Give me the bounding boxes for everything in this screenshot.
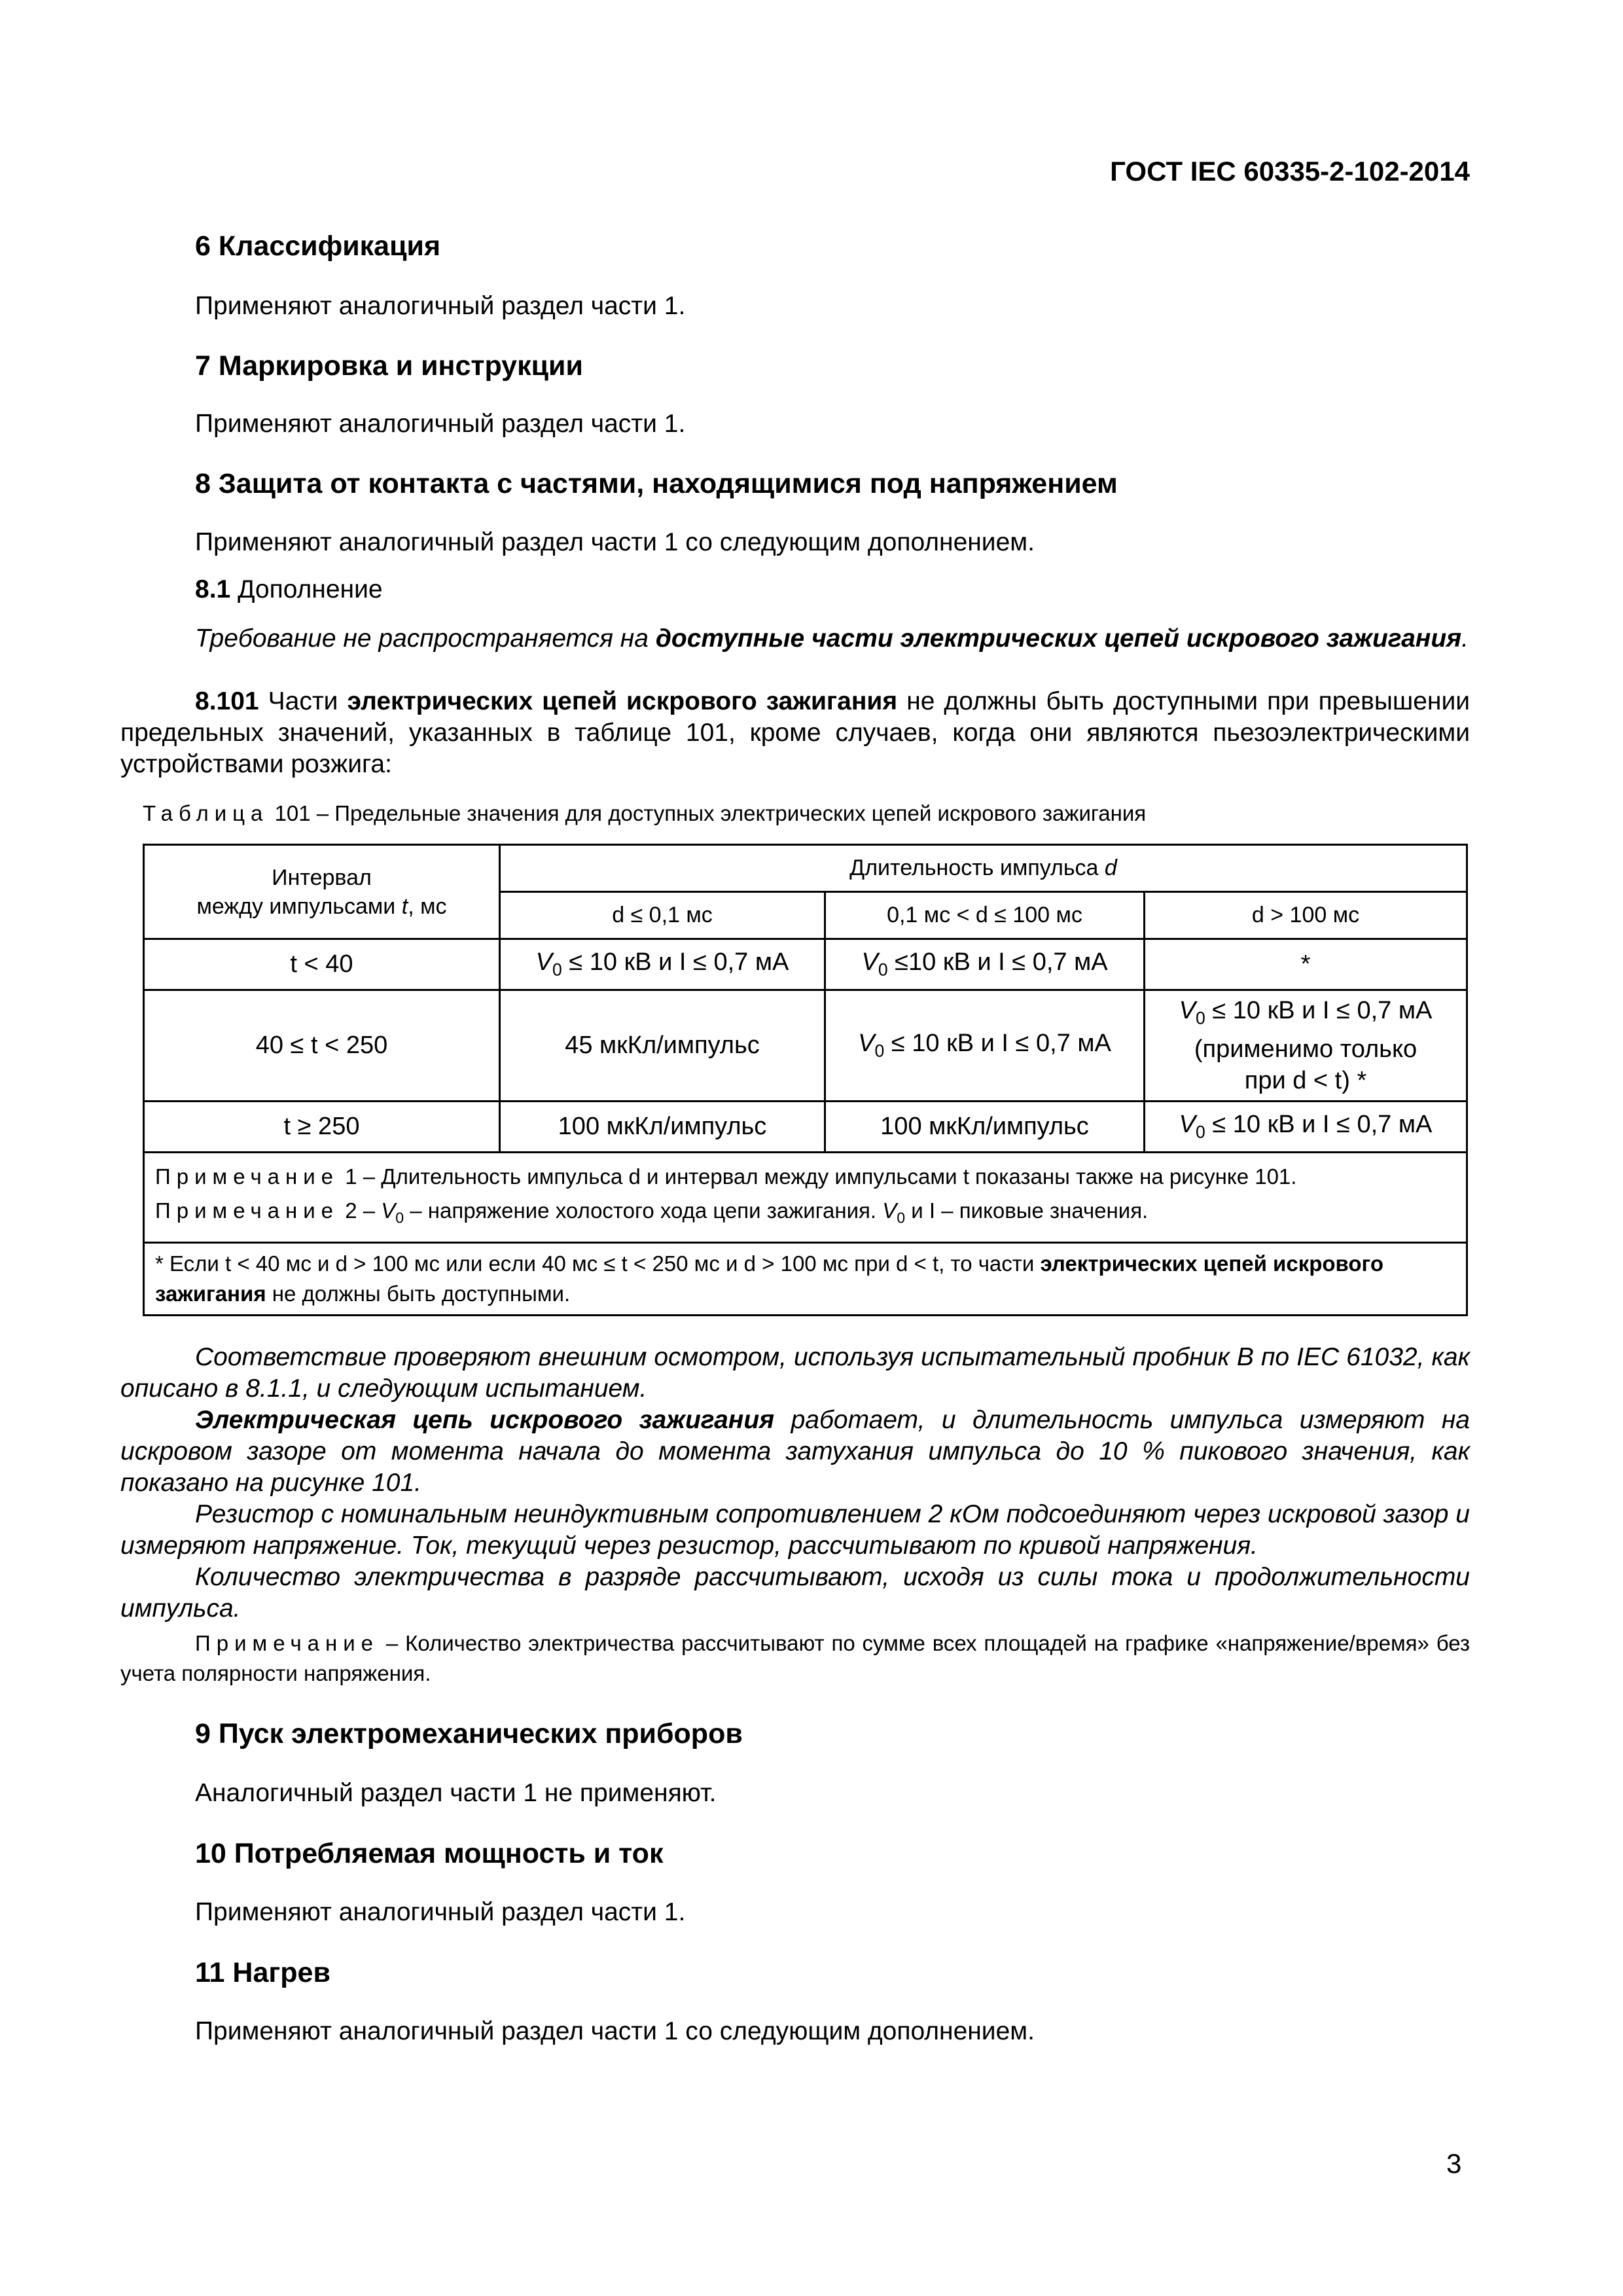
cell-value: $V_0 \le 10$ кВ и I ≤ 0,7 мА — [825, 990, 1145, 1102]
compliance-p4: Количество электричества в разряде рассчитывают, исходя из силы тока и продолжительности импульса. — [120, 1563, 1470, 1623]
cell-value: 100 мкКл/импульс — [825, 1102, 1145, 1153]
cell-interval: t < 40 — [144, 939, 500, 990]
clause-8-101-number: 8.101 — [195, 687, 259, 715]
document-id: ГОСТ IEC 60335-2-102-2014 — [1110, 156, 1470, 187]
section-11-title: 11 Нагрев — [195, 1957, 330, 1988]
section-11-text: Применяют аналогичный раздел части 1 со следующим дополнением. — [195, 2017, 1035, 2045]
table-notes-row — [144, 1153, 1467, 1243]
section-6-text: Применяют аналогичный раздел части 1. — [195, 292, 686, 320]
cell-value: $V_0 \le 10$ кВ и I ≤ 0,7 мА — [1145, 1102, 1467, 1153]
cell-value: $V_0 \le 10$ кВ и I ≤ 0,7 мА (применимо только при d < t) * — [1145, 990, 1467, 1102]
section-7-text: Применяют аналогичный раздел части 1. — [195, 410, 686, 438]
cell-value: 100 мкКл/импульс — [500, 1102, 825, 1153]
table-footnote-row — [144, 1242, 1467, 1315]
table-footnote: * Если t < 40 мс и d > 100 мс или если 40 мс ≤ t < 250 мс и d > 100 мс при d < t, то части электрических цепей искрового зажигания не должны быть доступными. — [144, 1242, 1467, 1315]
compliance-p2: Электрическая цепь искрового зажигания работает, и длительность импульса измеряют на искровом зазоре от момента начала до момента затухания импульса до 10 % пикового значения, как показано на рисунке 101. — [120, 1406, 1470, 1497]
cell-value: 45 мкКл/импульс — [500, 990, 825, 1102]
table-row — [144, 1102, 1467, 1153]
table-101-caption: Таблица 101 – Предельные значения для доступных электрических цепей искрового зажигания — [143, 801, 1147, 825]
table-row — [144, 939, 1467, 990]
header-col-2: 0,1 мс < d ≤ 100 мс — [825, 892, 1145, 939]
compliance-p1: Соответствие проверяют внешним осмотром, используя испытательный пробник B по IEC 61032, как описано в 8.1.1, и следующим испытанием. — [120, 1343, 1470, 1403]
subsection-8-1-title: Дополнение — [238, 575, 383, 603]
header-col-1: d ≤ 0,1 мс — [500, 892, 825, 939]
cell-interval: t ≥ 250 — [144, 1102, 500, 1153]
section-9-text: Аналогичный раздел части 1 не применяют. — [195, 1779, 717, 1807]
clause-8-101-bold: электрических цепей искрового зажигания — [347, 687, 898, 715]
section-9-title: 9 Пуск электромеханических приборов — [195, 1718, 743, 1749]
table-101 — [143, 844, 1468, 1316]
cell-value: $V_0 \le 10$ кВ и I ≤ 0,7 мА — [825, 939, 1145, 990]
cell-value: * — [1145, 939, 1467, 990]
subsection-8-1 — [195, 575, 383, 604]
cell-interval: 40 ≤ t < 250 — [144, 990, 500, 1102]
compliance-p3: Резистор с номинальным неиндуктивным сопротивлением 2 кОм подсоединяют через искровой зазор и измеряют напряжение. Ток, текущий через резистор, рассчитывают по кривой напряжения. — [120, 1500, 1470, 1560]
cell-value: $V_0 \le 10$ кВ и I ≤ 0,7 мА — [500, 939, 825, 990]
requirement-text: Требование не распространяется на доступные части электрических цепей искрового зажигания. — [195, 624, 1469, 653]
section-7-title: 7 Маркировка и инструкции — [195, 350, 583, 382]
table-row — [144, 990, 1467, 1102]
header-duration: Длительность импульса d — [500, 845, 1467, 892]
table-note-2: Примечание $2 - V_0$ – напряжение холостого хода цепи зажигания. $V_0$ и I – пиковые значения. — [155, 1198, 1149, 1227]
table-notes — [144, 1153, 1467, 1243]
header-col-3: d > 100 мс — [1145, 892, 1467, 939]
section-10-title: 10 Потребляемая мощность и ток — [195, 1838, 664, 1869]
section-6-title: 6 Классификация — [195, 230, 441, 262]
header-interval: Интервал между импульсами t, мс — [144, 845, 500, 939]
clause-8-101: 8.101 Части электрических цепей искрового зажигания не должны быть доступными при превышении предельных значений, указанных в таблице 101, кроме случаев, когда они являются пьезоэлектрическими устройствами розжига: — [120, 687, 1471, 778]
section-8-title: 8 Защита от контакта с частями, находящимися под напряжением — [195, 468, 1118, 499]
table-note-1: Примечание 1 – Длительность импульса d и интервал между импульсами t показаны также на рисунке 101. — [155, 1164, 1297, 1189]
compliance-note: Примечание – Количество электричества рассчитывают по сумме всех площадей на графике «напряжение/время» без учета полярности напряжения. — [120, 1631, 1471, 1685]
requirement-bold: доступные части электрических цепей искрового зажигания — [655, 624, 1462, 653]
subsection-8-1-number: 8.1 — [195, 575, 231, 603]
section-8-text: Применяют аналогичный раздел части 1 со следующим дополнением. — [195, 528, 1035, 556]
section-10-text: Применяют аналогичный раздел части 1. — [195, 1898, 686, 1926]
page-number: 3 — [1446, 2148, 1462, 2179]
